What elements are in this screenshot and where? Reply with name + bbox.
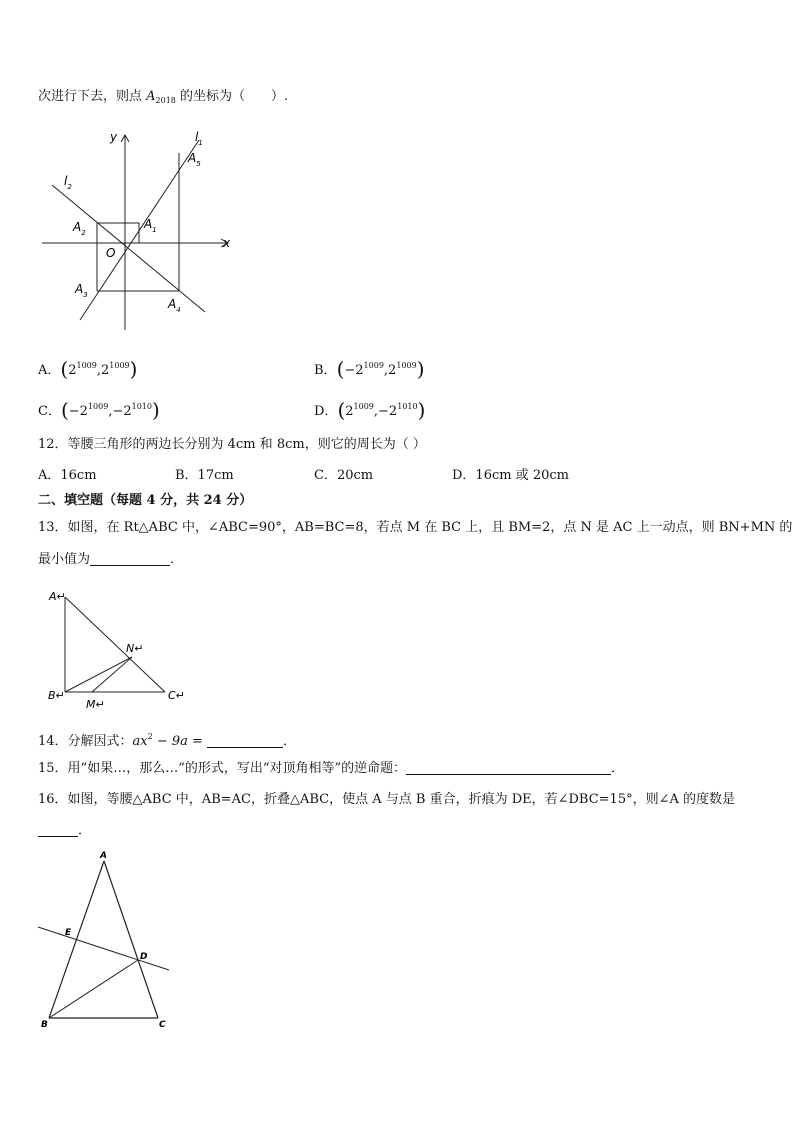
label-b: B↵ — [48, 689, 65, 702]
label-a2: A — [73, 220, 82, 234]
q16-line1: 16．如图，等腰△ABC 中，AB=AC，折叠△ABC，使点 A 与点 B 重合，折痕为 DE，若∠DBC=15°，则∠A 的度数是 — [38, 792, 736, 807]
svg-text:A1: $A_1$ — [144, 217, 157, 234]
q11-option-a[interactable]: A．$(2^{1009},2^{1009})$ — [38, 357, 138, 381]
label-l2: l — [64, 174, 68, 188]
q14-answer-blank[interactable] — [207, 733, 283, 748]
label-a4: A — [168, 297, 177, 311]
svg-text:A5: $A_5$ — [188, 151, 201, 168]
q15: 15．用“如果…，那么…”的形式，写出“对顶角相等”的逆命题： ． — [38, 761, 625, 776]
label-a: A↵ — [49, 590, 66, 603]
label-origin: O — [106, 246, 116, 260]
label-a5: A — [188, 151, 197, 165]
q13-line2: 最小值为 ． — [38, 552, 184, 567]
label-d: D — [140, 952, 148, 962]
section-heading: 二、填空题（每题 4 分，共 24 分） — [38, 493, 253, 508]
q11-option-b[interactable]: B．$(-2^{1009},2^{1009})$ — [314, 357, 425, 381]
svg-text:l2: $l_2$ — [64, 174, 72, 191]
q12-option-d[interactable]: D．16cm 或 20cm — [452, 468, 569, 483]
figure-q16 — [36, 848, 176, 1030]
label-a: A — [100, 851, 107, 861]
label-m: M↵ — [86, 698, 105, 711]
q12-option-a[interactable]: A．16cm — [38, 468, 97, 483]
label-a3: A — [75, 282, 84, 296]
label-c: C↵ — [168, 689, 185, 702]
label-n: N↵ — [126, 642, 144, 655]
q16-answer-blank[interactable] — [38, 822, 78, 837]
q12-option-c[interactable]: C．20cm — [314, 468, 374, 483]
label-y: y — [110, 130, 118, 144]
svg-text:l1: $l_1$ — [195, 130, 203, 147]
svg-text:A3: $A_3$ — [75, 282, 88, 299]
q13-answer-blank[interactable] — [90, 551, 170, 566]
svg-text:A2: $A_2$ — [73, 220, 86, 237]
q11-tail: 次进行下去，则点 $A_{2018}$ 的坐标为（ ）. — [38, 89, 289, 105]
svg-text:A4: $A_4$ — [168, 297, 181, 314]
label-a1: A — [144, 217, 153, 231]
q16-line2: ． — [38, 822, 91, 840]
label-c: C — [159, 1020, 166, 1030]
q12-stem: 12．等腰三角形的两边长分别为 4cm 和 8cm，则它的周长为（ ） — [38, 437, 426, 452]
figure-q11 — [38, 125, 243, 335]
q15-answer-blank[interactable] — [406, 760, 611, 775]
q11-option-d[interactable]: D．$(2^{1009},-2^{1010})$ — [314, 398, 426, 422]
q11-option-c[interactable]: C．$(-2^{1009},-2^{1010})$ — [38, 398, 160, 422]
label-x: x — [223, 236, 231, 250]
label-b: B — [41, 1020, 48, 1030]
figure-q13 — [44, 585, 194, 713]
q13-line1: 13．如图，在 Rt△ABC 中，∠ABC=90°，AB=BC=8，若点 M 在 BC 上，且 BM=2，点 N 是 AC 上一动点，则 BN+MN 的 — [38, 520, 793, 535]
q12-option-b[interactable]: B．17cm — [175, 468, 234, 483]
q14: 14．分解因式：$ax^2 - 9a$ = ． — [38, 732, 297, 749]
label-l1: l — [195, 130, 199, 144]
label-e: E — [65, 928, 72, 938]
